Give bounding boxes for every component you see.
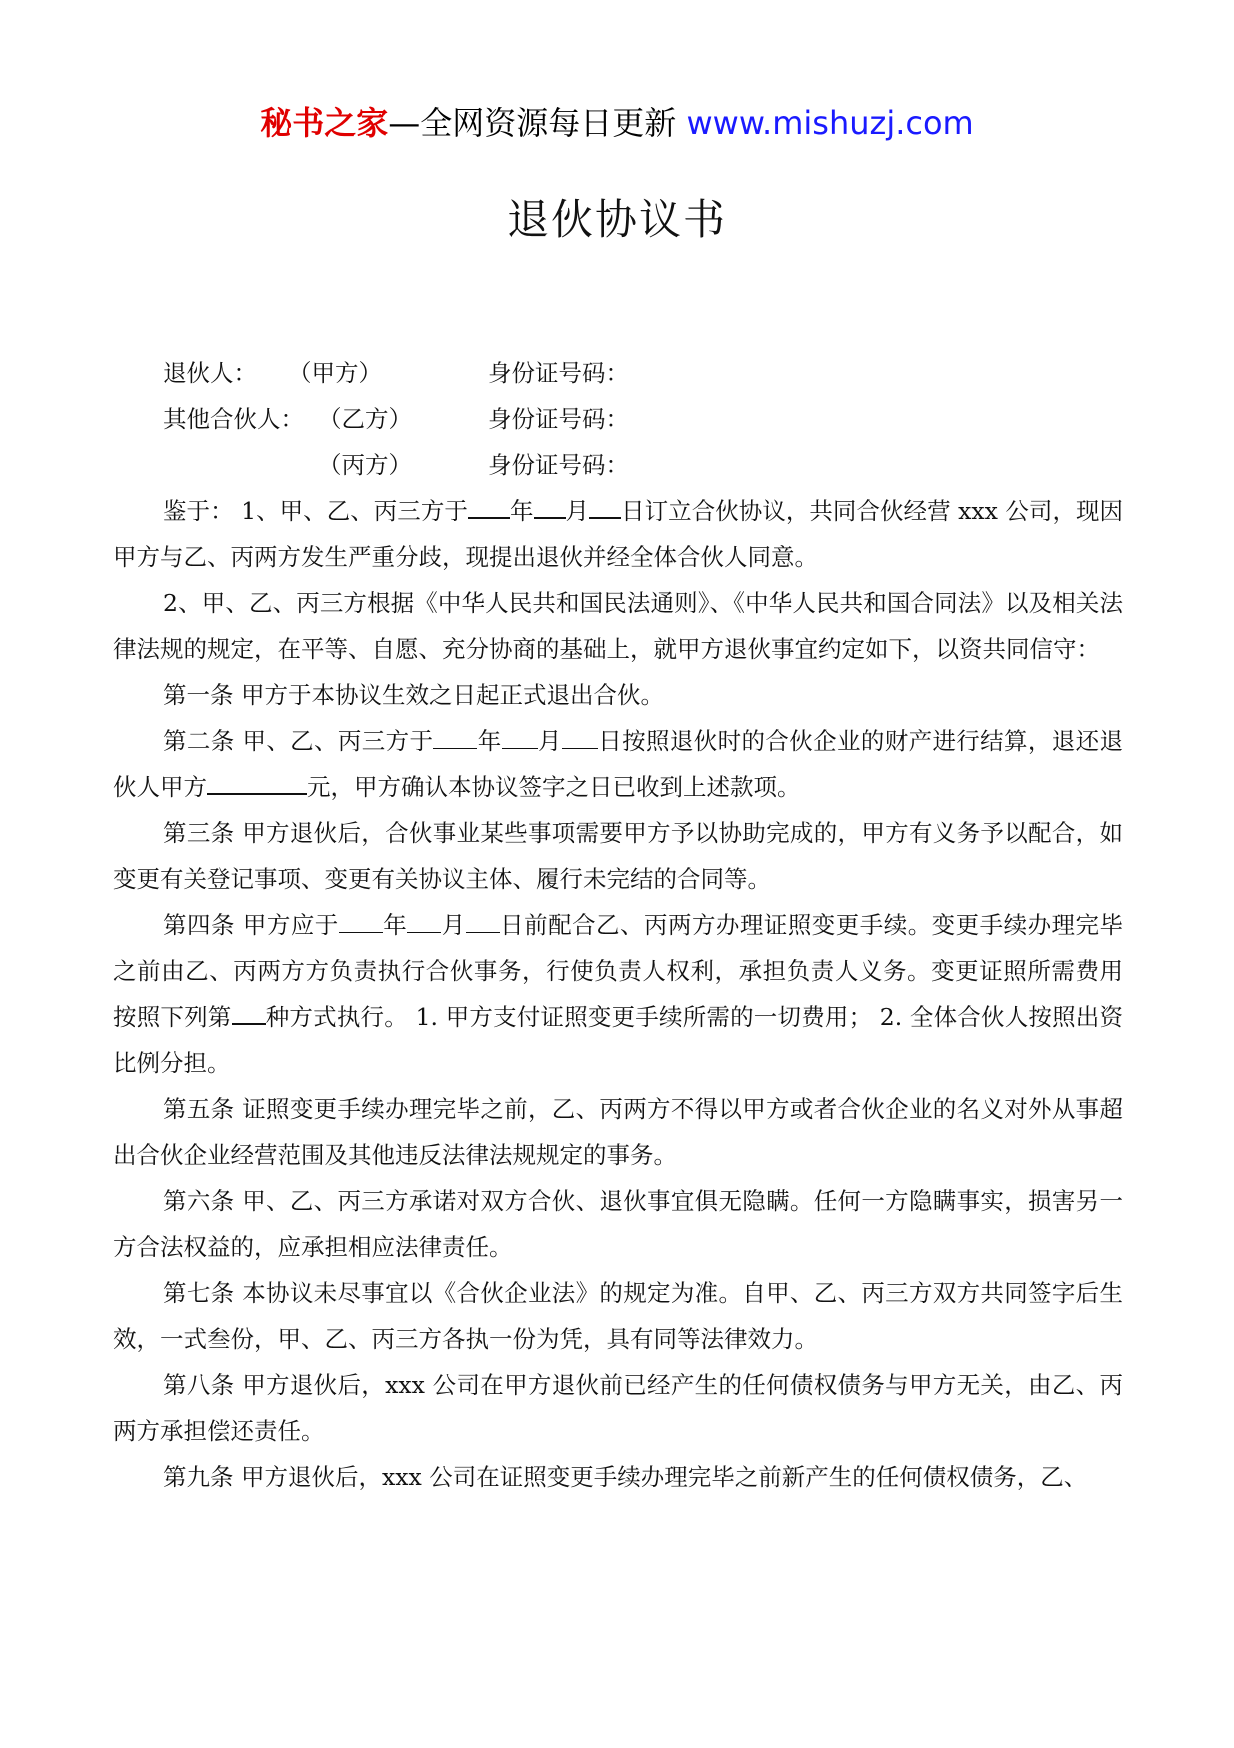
blank-day — [562, 726, 598, 749]
site-banner — [0, 100, 1234, 146]
party-b-id-label: 身份证号码： — [488, 405, 629, 433]
party-c-id-label: 身份证号码： — [488, 451, 629, 479]
party-c-row — [113, 442, 1123, 488]
article-4-text-c: 种方式执行。 1. 甲方支付证照变更手续所需的一切费用； 2. 全体合伙人按照出资比例分担。 — [113, 1003, 1123, 1077]
article-7: 第七条 本协议未尽事宜以《合伙企业法》的规定为准。自甲、乙、丙三方双方共同签字后生效，一式叁份，甲、乙、丙三方各执一份为凭，具有同等法律效力。 — [113, 1279, 1123, 1353]
article-2 — [113, 718, 1123, 810]
party-a-label: （甲方） — [288, 359, 382, 387]
recital-1-text-a: 鉴于： 1、甲、乙、丙三方于 — [163, 497, 468, 525]
article-4-year: 年 — [382, 911, 408, 939]
party-c-label: （丙方） — [318, 451, 412, 479]
banner-url[interactable]: www.mishuzj.com — [686, 104, 974, 142]
article-2-text-b: 日按照退伙时的合伙企业的财产进行结算，退还退伙人甲方 — [113, 727, 1124, 801]
document-body — [113, 350, 1123, 1500]
party-a-id-label: 身份证号码： — [488, 359, 629, 387]
article-1: 第一条 甲方于本协议生效之日起正式退出合伙。 — [163, 681, 664, 709]
article-8: 第八条 甲方退伙后，xxx 公司在甲方退伙前已经产生的任何债权债务与甲方无关，由乙、丙两方承担偿还责任。 — [113, 1371, 1123, 1445]
article-4-text-b: 日前配合乙、丙两方办理证照变更手续。变更手续办理完毕之前由乙、丙两方方负责执行合伙事务，行使负责人权利，承担负责人义务。变更证照所需费用按照下列第 — [113, 911, 1123, 1031]
recital-1-month: 月 — [565, 497, 590, 525]
blank-year — [433, 726, 477, 749]
others-label: 其他合伙人： — [163, 405, 304, 433]
blank-day — [589, 495, 621, 519]
article-2-year: 年 — [477, 727, 502, 755]
recital-1-text-b: 日订立合伙协议，共同合伙经营 xxx 公司，现因甲方与乙、丙两方发生严重分歧，现提出退伙并经全体合伙人同意。 — [113, 497, 1124, 571]
article-4 — [113, 902, 1123, 1086]
blank-month — [534, 495, 566, 519]
withdrawer-label: 退伙人： — [163, 359, 257, 387]
article-4-text-a: 第四条 甲方应于 — [163, 911, 339, 939]
article-2-month: 月 — [537, 727, 562, 755]
banner-slogan: —全网资源每日更新 — [388, 104, 677, 142]
blank-year — [339, 910, 383, 933]
blank-day — [466, 910, 500, 933]
document-title: 退伙协议书 — [506, 195, 727, 244]
blank-month — [502, 726, 538, 749]
blank-year — [468, 495, 510, 519]
party-a-row — [113, 350, 1123, 396]
party-b-label: （乙方） — [318, 405, 412, 433]
blank-amount — [207, 771, 307, 795]
article-3: 第三条 甲方退伙后，合伙事业某些事项需要甲方予以协助完成的，甲方有义务予以配合，如变更有关登记事项、变更有关协议主体、履行未完结的合同等。 — [113, 819, 1123, 893]
banner-brand: 秘书之家 — [260, 104, 389, 142]
recital-1-year: 年 — [509, 497, 534, 525]
article-4-month: 月 — [441, 911, 466, 939]
blank-month — [407, 910, 441, 933]
recital-2: 2、甲、乙、丙三方根据《中华人民共和国民法通则》、《中华人民共和国合同法》以及相关法律法规的规定，在平等、自愿、充分协商的基础上，就甲方退伙事宜约定如下，以资共同信守： — [113, 589, 1123, 663]
article-2-text-a: 第二条 甲、乙、丙三方于 — [163, 727, 434, 755]
recital-1 — [113, 488, 1123, 580]
article-6: 第六条 甲、乙、丙三方承诺对双方合伙、退伙事宜俱无隐瞒。任何一方隐瞒事实，损害另一方合法权益的，应承担相应法律责任。 — [113, 1187, 1123, 1261]
party-b-row — [113, 396, 1123, 442]
article-2-text-c: 元，甲方确认本协议签字之日已收到上述款项。 — [307, 773, 801, 801]
article-9: 第九条 甲方退伙后，xxx 公司在证照变更手续办理完毕之前新产生的任何债权债务，乙、 — [163, 1463, 1088, 1491]
article-5: 第五条 证照变更手续办理完毕之前，乙、丙两方不得以甲方或者合伙企业的名义对外从事超出合伙企业经营范围及其他违反法律法规规定的事务。 — [113, 1095, 1123, 1169]
blank-option — [232, 1001, 266, 1025]
